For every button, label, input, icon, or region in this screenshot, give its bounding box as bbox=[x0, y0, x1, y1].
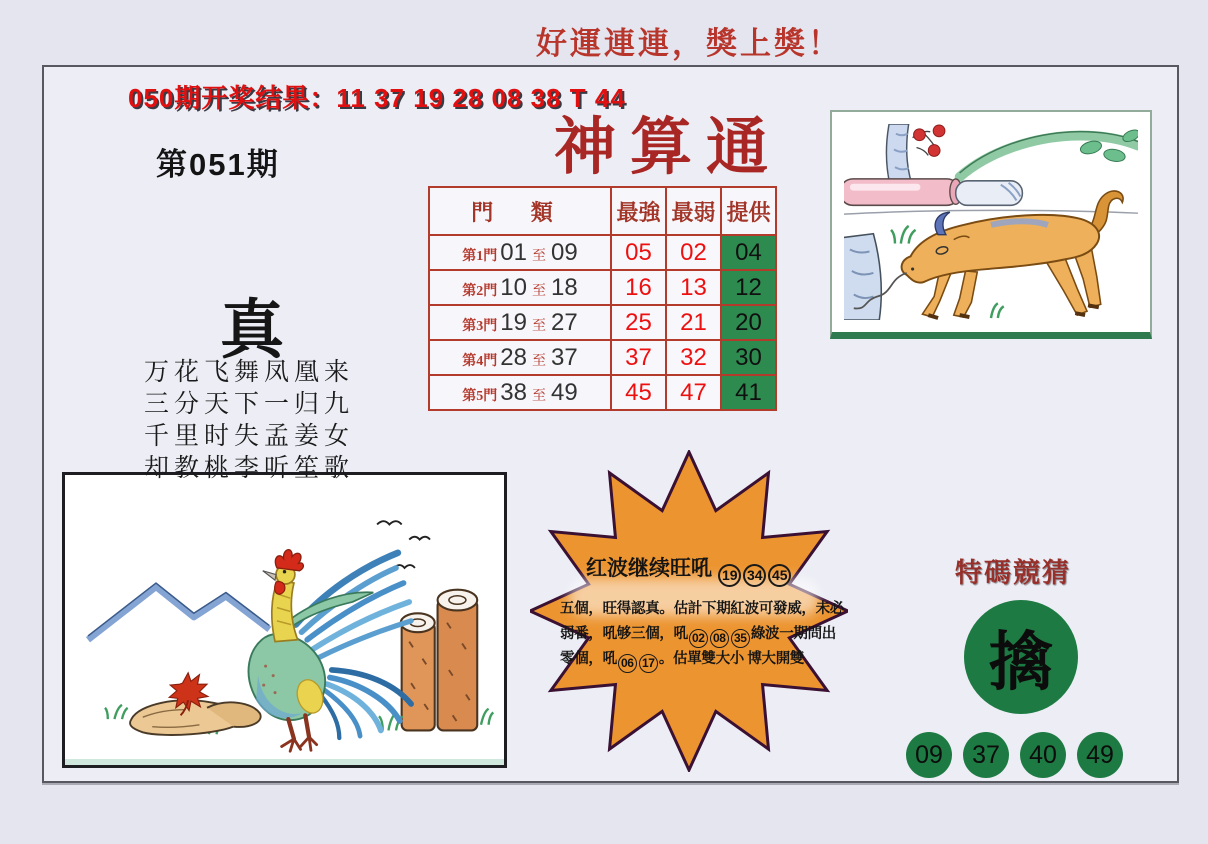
circled-number: 02 bbox=[689, 629, 708, 648]
range-from: 38 bbox=[500, 378, 527, 406]
special-number-badge: 40 bbox=[1020, 732, 1066, 778]
strong-value: 25 bbox=[611, 305, 666, 340]
range-from: 10 bbox=[500, 273, 527, 301]
circled-number: 34 bbox=[743, 564, 766, 587]
weak-value: 32 bbox=[666, 340, 721, 375]
issue-number: 第051期 bbox=[156, 147, 280, 182]
main-board bbox=[42, 65, 1179, 783]
circled-number: 35 bbox=[731, 629, 750, 648]
range-to-char: 至 bbox=[532, 283, 546, 299]
ox-painting-svg bbox=[844, 124, 1138, 320]
verse-line: 万花飞舞凤凰来 bbox=[144, 359, 355, 386]
strong-value: 16 bbox=[611, 270, 666, 305]
weak-value: 13 bbox=[666, 270, 721, 305]
table-row bbox=[429, 235, 776, 270]
star-text-line: 五個，旺得認真。估計下期紅波可發威，未必 bbox=[560, 601, 844, 617]
catch-char: 擒 bbox=[989, 627, 1053, 698]
masthead-title: 神算通 bbox=[554, 114, 783, 182]
verse-line: 千里时失孟姜女 bbox=[144, 423, 355, 450]
star-line2-pre: 弱番，吼够三個，吼 bbox=[560, 626, 688, 642]
catch-badge bbox=[964, 600, 1078, 714]
verse-big-char: 真 bbox=[220, 295, 284, 366]
star-headline bbox=[586, 552, 792, 587]
circled-number: 45 bbox=[768, 564, 791, 587]
banner-slogan: 好運連連，獎上獎！ bbox=[536, 26, 842, 61]
rooster-illustration bbox=[62, 472, 507, 768]
header-category: 門 類 bbox=[429, 187, 611, 235]
ox-illustration bbox=[830, 110, 1152, 339]
star-headline-text: 红波继续旺吼 bbox=[586, 556, 712, 580]
table-row bbox=[429, 340, 776, 375]
range-to-char: 至 bbox=[532, 353, 546, 369]
gate-label: 第3門 bbox=[462, 318, 498, 334]
star-text-line bbox=[560, 647, 804, 673]
range-to-char: 至 bbox=[532, 318, 546, 334]
star-line3-pre: 零個，吼 bbox=[560, 651, 617, 667]
special-number-badge: 49 bbox=[1077, 732, 1123, 778]
gate-table-header bbox=[429, 187, 776, 235]
table-row bbox=[429, 375, 776, 410]
strong-value: 45 bbox=[611, 375, 666, 410]
gate-label: 第2門 bbox=[462, 283, 498, 299]
gate-label: 第1門 bbox=[462, 248, 498, 264]
strong-value: 37 bbox=[611, 340, 666, 375]
star-line2-post: 綠波一期問出 bbox=[750, 626, 837, 642]
starburst-panel bbox=[530, 450, 848, 772]
circled-number: 06 bbox=[618, 654, 637, 673]
table-row bbox=[429, 270, 776, 305]
star-line3-post: 。估單雙大小 博大開雙 bbox=[658, 651, 805, 667]
header-provide: 提供 bbox=[721, 187, 776, 235]
circled-number: 19 bbox=[718, 564, 741, 587]
circled-number: 17 bbox=[639, 654, 658, 673]
strong-value: 05 bbox=[611, 235, 666, 270]
table-row bbox=[429, 305, 776, 340]
header-strong: 最強 bbox=[611, 187, 666, 235]
range-from: 01 bbox=[500, 238, 527, 266]
previous-draw-result: 050期开奖结果：11 37 19 28 08 38 T 44 bbox=[128, 83, 626, 113]
range-to: 27 bbox=[551, 308, 578, 336]
range-to: 37 bbox=[551, 343, 578, 371]
star-text-line bbox=[560, 622, 836, 648]
range-to-char: 至 bbox=[532, 248, 546, 264]
provide-value: 41 bbox=[721, 375, 776, 410]
provide-value: 04 bbox=[721, 235, 776, 270]
range-from: 19 bbox=[500, 308, 527, 336]
verse-line: 三分天下一归九 bbox=[144, 391, 355, 418]
header-weak: 最弱 bbox=[666, 187, 721, 235]
range-to: 09 bbox=[551, 238, 578, 266]
gate-table bbox=[428, 186, 777, 411]
verse-line: 却教桃李听笙歌 bbox=[144, 455, 355, 482]
gate-label: 第4門 bbox=[462, 353, 498, 369]
verse-poem bbox=[144, 357, 354, 485]
circled-number: 08 bbox=[710, 629, 729, 648]
range-from: 28 bbox=[500, 343, 527, 371]
weak-value: 02 bbox=[666, 235, 721, 270]
provide-value: 30 bbox=[721, 340, 776, 375]
gate-label: 第5門 bbox=[462, 388, 498, 404]
rooster-painting-svg bbox=[71, 481, 498, 755]
special-guess-title: 特碼競猜 bbox=[955, 558, 1071, 588]
special-number-badge: 37 bbox=[963, 732, 1009, 778]
range-to: 18 bbox=[551, 273, 578, 301]
weak-value: 21 bbox=[666, 305, 721, 340]
weak-value: 47 bbox=[666, 375, 721, 410]
provide-value: 20 bbox=[721, 305, 776, 340]
range-to: 49 bbox=[551, 378, 578, 406]
range-to-char: 至 bbox=[532, 388, 546, 404]
provide-value: 12 bbox=[721, 270, 776, 305]
special-number-badge: 09 bbox=[906, 732, 952, 778]
